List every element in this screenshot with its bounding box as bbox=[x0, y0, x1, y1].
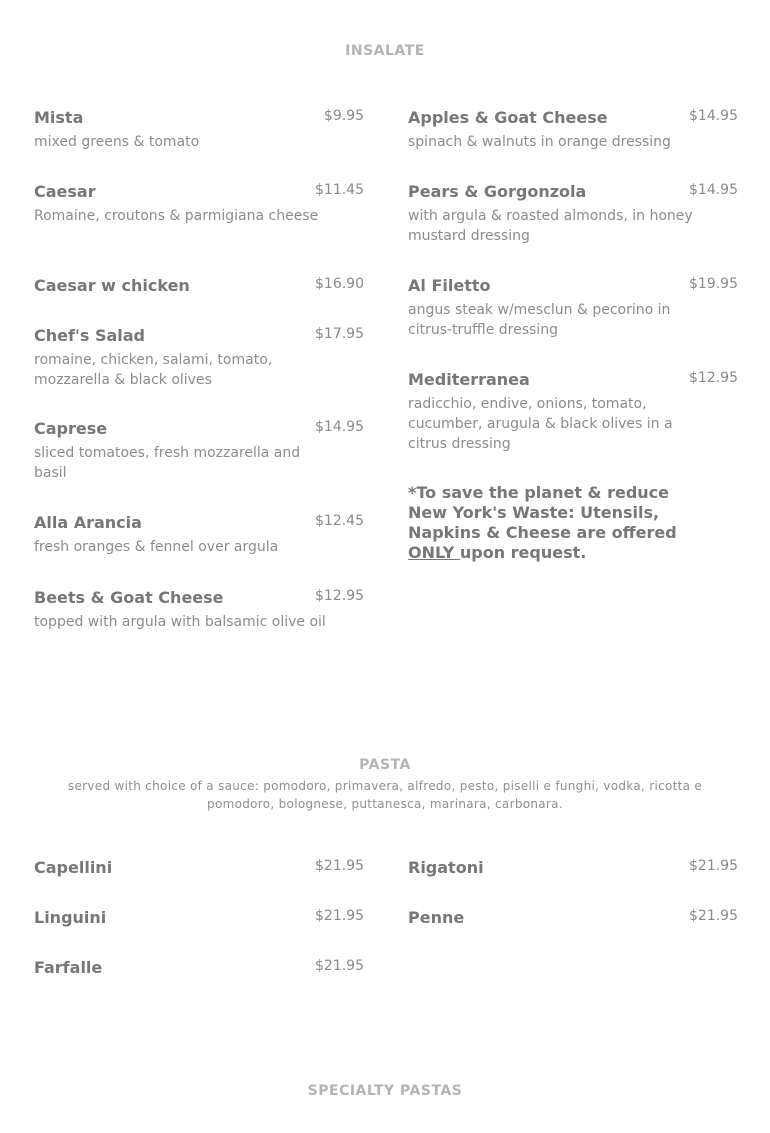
item-price: $21.95 bbox=[689, 858, 738, 874]
item-description: topped with argula with balsamic olive oil bbox=[34, 614, 326, 630]
item-description: mixed greens & tomato bbox=[34, 134, 200, 150]
menu-item-rigatoni bbox=[408, 858, 738, 908]
item-price: $21.95 bbox=[315, 908, 364, 924]
insalate-title: INSALATE bbox=[345, 43, 425, 59]
item-price: $12.45 bbox=[315, 513, 364, 529]
menu-item-apples-goat-cheese bbox=[408, 108, 738, 182]
item-price: $9.95 bbox=[323, 108, 364, 124]
item-name: Penne bbox=[408, 908, 465, 927]
item-description: spinach & walnuts in orange dressing bbox=[408, 134, 671, 150]
item-name: Mediterranea bbox=[408, 370, 530, 389]
menu-item-beets-goat-cheese bbox=[34, 588, 364, 658]
item-name: Farfalle bbox=[34, 958, 103, 977]
item-description: Romaine, croutons & parmigiana cheese bbox=[34, 208, 319, 224]
planet-note bbox=[408, 483, 708, 563]
menu-item-caprese bbox=[34, 419, 364, 513]
note-text-end: upon request. bbox=[459, 543, 587, 562]
pasta-left-column bbox=[34, 858, 364, 1008]
item-name: Beets & Goat Cheese bbox=[34, 588, 224, 607]
note-text: *To save the planet & reduce New York's Waste: Utensils, Napkins & Cheese are offered bbox=[408, 483, 677, 542]
item-name: Alla Arancia bbox=[34, 513, 142, 532]
item-name: Caesar bbox=[34, 182, 96, 201]
item-price: $17.95 bbox=[315, 326, 364, 342]
menu-item-chefs-salad bbox=[34, 326, 364, 419]
item-description: radicchio, endive, onions, tomato, cucumber, arugula & black olives in a citrus dressing bbox=[408, 396, 673, 452]
menu-item-caesar-w-chicken bbox=[34, 276, 364, 326]
item-name: Caesar w chicken bbox=[34, 276, 190, 295]
menu-item-capellini bbox=[34, 858, 364, 908]
pasta-right-column bbox=[408, 858, 738, 958]
item-price: $14.95 bbox=[689, 182, 738, 198]
item-name: Al Filetto bbox=[408, 276, 491, 295]
menu-item-alla-arancia bbox=[34, 513, 364, 588]
menu-item-linguini bbox=[34, 908, 364, 958]
item-price: $19.95 bbox=[689, 276, 738, 292]
item-description: sliced tomatoes, fresh mozzarella and basil bbox=[34, 445, 301, 481]
menu-item-farfalle bbox=[34, 958, 364, 1008]
pasta-title: PASTA bbox=[359, 757, 411, 773]
item-price: $11.45 bbox=[315, 182, 364, 198]
item-price: $21.95 bbox=[689, 908, 738, 924]
menu-item-penne bbox=[408, 908, 738, 958]
item-name: Chef's Salad bbox=[34, 326, 145, 345]
item-price: $14.95 bbox=[689, 108, 738, 124]
specialty-pastas-title: SPECIALTY PASTAS bbox=[307, 1083, 463, 1099]
item-description: with argula & roasted almonds, in honey mustard dressing bbox=[408, 208, 693, 244]
item-price: $21.95 bbox=[315, 858, 364, 874]
insalate-left-column bbox=[34, 108, 364, 658]
menu-item-mediterranea bbox=[408, 370, 738, 483]
pasta-subtitle: served with choice of a sauce: pomodoro, primavera, alfredo, pesto, piselli e funghi, vodka, ricotta e pomodoro, bolognese, puttanesca, marinara, carbonara. bbox=[67, 779, 703, 811]
item-description: angus steak w/mesclun & pecorino in citrus-truffle dressing bbox=[408, 302, 671, 338]
menu-item-pears-gorgonzola bbox=[408, 182, 738, 276]
item-name: Caprese bbox=[34, 419, 108, 438]
item-name: Linguini bbox=[34, 908, 107, 927]
item-name: Capellini bbox=[34, 858, 113, 877]
menu-item-caesar bbox=[34, 182, 364, 276]
note-emphasis: ONLY bbox=[408, 543, 460, 562]
item-description: romaine, chicken, salami, tomato, mozzarella & black olives bbox=[34, 352, 273, 388]
item-name: Rigatoni bbox=[408, 858, 484, 877]
item-name: Pears & Gorgonzola bbox=[408, 182, 587, 201]
item-price: $16.90 bbox=[315, 276, 364, 292]
menu-item-mista bbox=[34, 108, 364, 182]
item-name: Apples & Goat Cheese bbox=[408, 108, 608, 127]
item-name: Mista bbox=[34, 108, 84, 127]
item-price: $12.95 bbox=[315, 588, 364, 604]
insalate-right-column bbox=[408, 108, 738, 563]
item-price: $21.95 bbox=[315, 958, 364, 974]
item-price: $14.95 bbox=[315, 419, 364, 435]
item-description: fresh oranges & fennel over argula bbox=[34, 539, 279, 555]
menu-item-al-filetto bbox=[408, 276, 738, 370]
item-price: $12.95 bbox=[689, 370, 738, 386]
